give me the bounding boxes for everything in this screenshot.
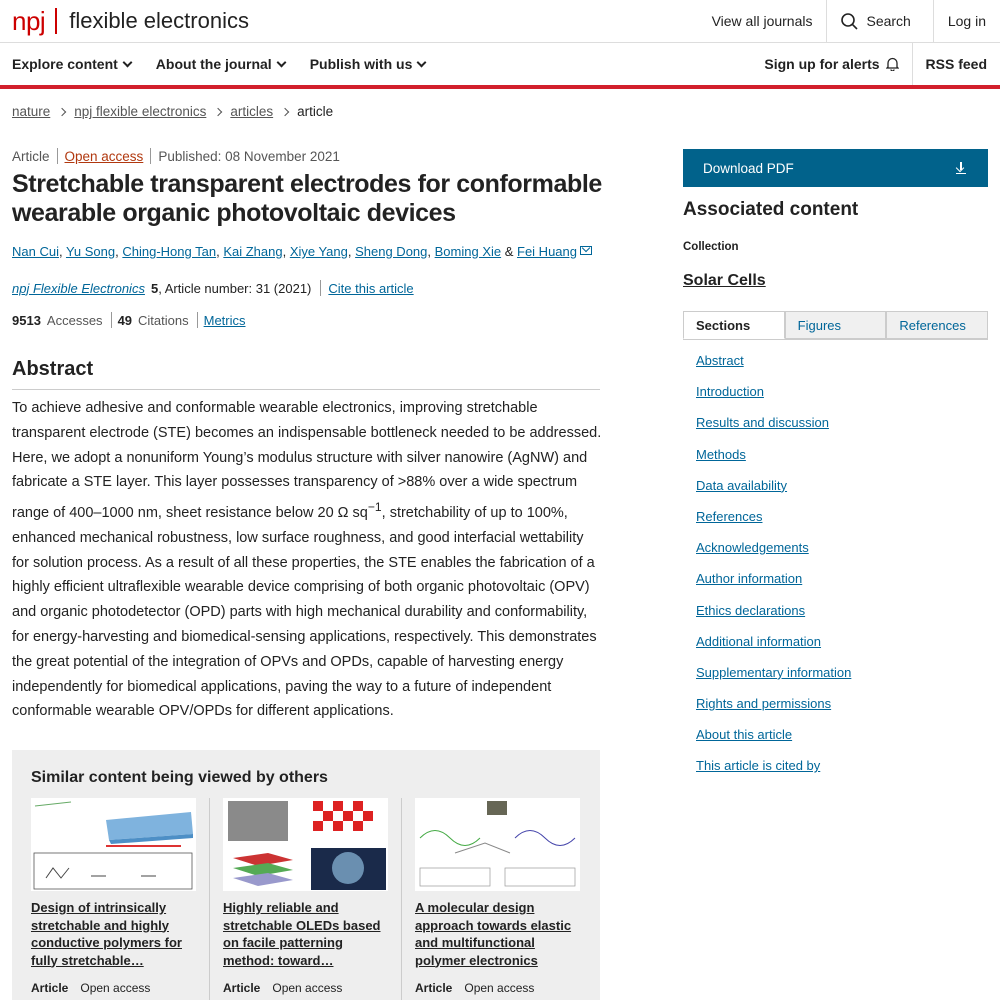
section-link-cited-by[interactable]: This article is cited by <box>696 758 821 774</box>
abstract-heading: Abstract <box>12 358 600 390</box>
explore-content-label: Explore content <box>12 56 118 72</box>
accesses-label: Accesses <box>46 312 103 328</box>
similar-content-panel <box>12 750 600 1000</box>
accesses-count: 9513 <box>12 312 41 328</box>
about-journal-label: About the journal <box>155 56 272 72</box>
article-thumbnail <box>31 798 196 891</box>
alerts-signup-link[interactable] <box>751 43 911 85</box>
search-label: Search <box>866 13 911 29</box>
divider <box>320 280 321 296</box>
section-link-methods[interactable]: Methods <box>696 446 746 462</box>
article-metrics <box>12 312 246 328</box>
similar-content-heading: Similar content being viewed by others <box>31 769 328 786</box>
top-header <box>0 0 1000 43</box>
list-item <box>696 696 851 727</box>
login-link[interactable]: Log in <box>947 13 986 29</box>
similar-article-title[interactable]: A molecular design approach towards elastic and multifunctional polymer electronics <box>415 900 572 968</box>
similar-article-access: Open access <box>464 981 535 995</box>
similar-article-card[interactable] <box>31 798 196 995</box>
breadcrumb-nature[interactable]: nature <box>12 104 51 119</box>
author-link[interactable]: Boming Xie <box>434 244 502 259</box>
email-icon[interactable] <box>580 246 592 255</box>
published-date: Published: 08 November 2021 <box>158 148 340 164</box>
download-pdf-button[interactable] <box>683 149 988 187</box>
author-link[interactable]: Ching-Hong Tan <box>122 244 217 259</box>
publish-label: Publish with us <box>309 56 413 72</box>
breadcrumb-articles[interactable]: articles <box>230 104 274 119</box>
citation-line <box>12 280 414 296</box>
breadcrumb <box>12 104 333 119</box>
logo-divider <box>55 8 57 34</box>
similar-article-title[interactable]: Design of intrinsically stretchable and highly conductive polymers for fully stretchable… <box>31 900 182 968</box>
list-item <box>696 758 851 789</box>
divider <box>197 312 198 328</box>
section-link-author-information[interactable]: Author information <box>696 571 803 587</box>
divider <box>150 148 151 164</box>
similar-article-title[interactable]: Highly reliable and stretchable OLEDs based on facile patterning method: toward… <box>223 900 381 968</box>
list-item <box>696 447 851 478</box>
similar-article-card[interactable] <box>223 798 388 995</box>
list-item <box>696 509 851 540</box>
top-nav <box>698 0 1000 42</box>
article-thumbnail <box>415 798 580 891</box>
search-icon <box>841 13 858 30</box>
rss-feed-link[interactable]: RSS feed <box>925 56 987 72</box>
article-number: , Article number: 31 (2021) <box>158 280 312 296</box>
chevron-right-icon <box>214 107 222 115</box>
collection-link-solar-cells[interactable]: Solar Cells <box>683 272 766 289</box>
associated-content-heading: Associated content <box>683 199 859 220</box>
article-meta <box>12 148 340 164</box>
list-item <box>696 603 851 634</box>
similar-article-type: Article <box>415 981 453 995</box>
section-link-rights[interactable]: Rights and permissions <box>696 696 832 712</box>
logo-npj: npj <box>12 5 46 36</box>
bell-icon <box>886 57 899 71</box>
divider <box>111 312 112 328</box>
chevron-down-icon <box>417 57 427 67</box>
author-link[interactable]: Fei Huang <box>517 244 577 259</box>
abstract-text <box>12 396 602 724</box>
secondary-nav <box>0 43 1000 89</box>
logo-journal-name: flexible electronics <box>69 8 249 33</box>
abstract-text-part: To achieve adhesive and conformable wearable electronics, improving stretchable transparent electrode (STE) becomes an indispensable bottleneck needed to be addressed. Here, we adopt a nonuniform Young’s modulus structure with silver nanowire (AgNW) and fabricate a STE layer. This layer possesses transparency of >88% over a wide spectrum range of 400–1000 nm, sheet resistance below 20 Ω sq <box>12 400 602 522</box>
divider <box>401 798 402 1000</box>
breadcrumb-current: article <box>297 104 334 119</box>
similar-article-access: Open access <box>272 981 343 995</box>
section-link-supplementary[interactable]: Supplementary information <box>696 664 852 680</box>
similar-article-type: Article <box>31 981 69 995</box>
section-link-results[interactable]: Results and discussion <box>696 415 829 431</box>
chevron-down-icon <box>122 57 132 67</box>
similar-article-type: Article <box>223 981 261 995</box>
about-journal-menu[interactable] <box>156 56 285 72</box>
download-icon <box>956 162 966 174</box>
section-link-acknowledgements[interactable]: Acknowledgements <box>696 540 809 556</box>
list-item <box>696 384 851 415</box>
cite-article-link[interactable]: Cite this article <box>328 280 414 296</box>
section-link-references[interactable]: References <box>696 508 763 524</box>
chevron-right-icon <box>281 107 289 115</box>
list-item <box>696 478 851 509</box>
volume: 5 <box>150 280 159 296</box>
section-link-about-article[interactable]: About this article <box>696 727 793 743</box>
chevron-down-icon <box>276 57 286 67</box>
list-item <box>696 540 851 571</box>
tab-figures[interactable]: Figures <box>785 311 887 339</box>
similar-article-tags <box>415 981 580 995</box>
author-link[interactable]: Xiye Yang <box>289 244 348 259</box>
divider <box>209 798 210 1000</box>
author-link[interactable]: Yu Song <box>65 244 116 259</box>
abstract-superscript: −1 <box>367 500 382 515</box>
chevron-right-icon <box>58 107 66 115</box>
download-pdf-label: Download PDF <box>703 160 794 176</box>
section-link-abstract[interactable]: Abstract <box>696 353 744 368</box>
collection-label: Collection <box>683 241 739 253</box>
section-link-introduction[interactable]: Introduction <box>696 384 764 400</box>
list-item <box>696 665 851 696</box>
author-link[interactable]: Kai Zhang <box>223 244 283 259</box>
publish-menu[interactable] <box>310 56 426 72</box>
similar-article-card[interactable] <box>415 798 580 995</box>
section-link-ethics[interactable]: Ethics declarations <box>696 602 806 618</box>
journal-name-link[interactable]: npj Flexible Electronics <box>12 280 145 296</box>
article-title: Stretchable transparent electrodes for conformable wearable organic photovoltaic devices <box>12 170 602 227</box>
open-access-link[interactable]: Open access <box>64 148 144 164</box>
alerts-label: Sign up for alerts <box>764 56 880 72</box>
article-thumbnail <box>223 798 388 891</box>
divider <box>57 148 58 164</box>
list-item <box>696 571 851 602</box>
author-list: Nan Cui, Yu Song, Ching-Hong Tan, Kai Zhang, Xiye Yang, Sheng Dong, Boming Xie & Fei Huang <box>12 244 612 259</box>
metrics-link[interactable]: Metrics <box>203 312 246 328</box>
article-type: Article <box>12 148 50 164</box>
abstract-text-part: , stretchability of up to 100%, enhanced mechanical robustness, low surface roughness, and good interfacial wettability for solution process. As a result of all these properties, the STE enables the fabrication of a highly efficient ultraflexible wearable device comprising of both organic photovoltaic (OPV) and organic photodetector (OPD) parts with high mechanical durability and conformability, for energy-harvesting and biomedical-sensing applications, respectively. This demonstrates the great potential of the integration of OPVs and OPDs, capable of harvesting energy independently for biomedical applications, paving the way to a future of independent conformable wearable OPV/OPDs for different applications. <box>12 505 597 720</box>
search-button[interactable] <box>827 0 932 42</box>
list-item <box>696 634 851 665</box>
similar-article-access: Open access <box>80 981 151 995</box>
explore-content-menu[interactable] <box>12 56 131 72</box>
tab-references[interactable]: References <box>886 311 988 339</box>
similar-article-tags <box>31 981 196 995</box>
view-all-journals-link[interactable]: View all journals <box>711 13 813 29</box>
section-link-data-availability[interactable]: Data availability <box>696 477 788 493</box>
author-link[interactable]: Nan Cui <box>12 244 59 259</box>
journal-logo[interactable] <box>12 6 249 36</box>
list-item <box>696 353 851 384</box>
section-list <box>696 353 851 790</box>
sidebar-tabs <box>683 311 988 340</box>
tab-sections[interactable]: Sections <box>683 311 785 339</box>
author-link[interactable]: Sheng Dong <box>355 244 428 259</box>
list-item <box>696 415 851 446</box>
breadcrumb-journal[interactable]: npj flexible electronics <box>74 104 207 119</box>
list-item <box>696 727 851 758</box>
section-link-additional-information[interactable]: Additional information <box>696 633 822 649</box>
citations-count: 49 <box>117 312 133 328</box>
similar-article-tags <box>223 981 388 995</box>
citations-label: Citations <box>138 312 189 328</box>
